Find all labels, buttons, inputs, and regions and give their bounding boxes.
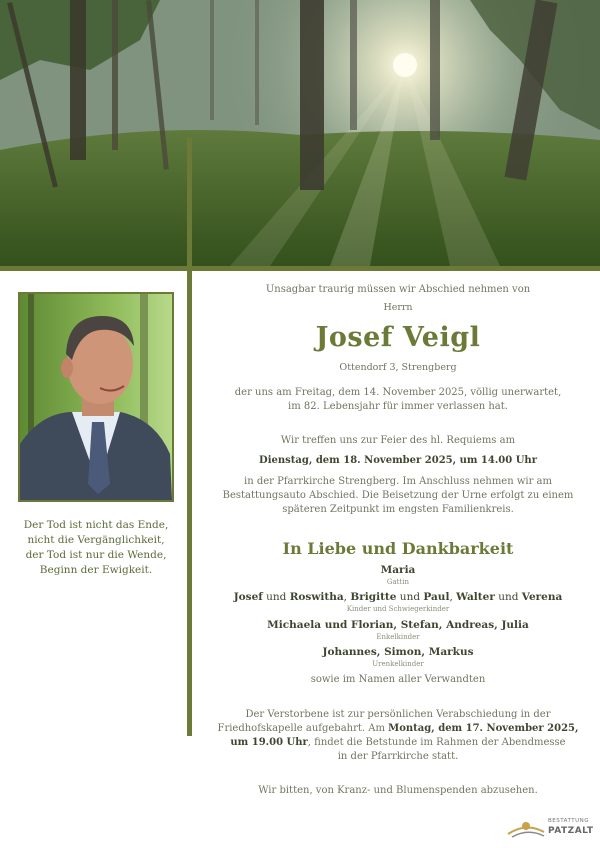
- joiner: und: [396, 591, 424, 603]
- viewing-line-1: Der Verstorbene ist zur persönlichen Verabschiedung in der: [245, 709, 551, 720]
- horizontal-divider: [0, 266, 600, 271]
- viewing-line-2: [206, 722, 590, 736]
- church-line-2: Bestattungsauto Abschied. Die Beisetzung der Urne erfolgt zu einem: [222, 490, 574, 501]
- spouse-role: Gattin: [386, 578, 410, 586]
- joiner: ,: [449, 591, 457, 603]
- logo-title: PATZALT: [548, 826, 594, 836]
- spouse-name-text: Maria: [380, 564, 416, 576]
- joiner: und: [262, 591, 290, 603]
- spouse-name: [206, 564, 590, 577]
- salutation: Herrn: [383, 302, 413, 313]
- great-grandchildren-role: Urenkelkinder: [372, 660, 424, 668]
- child-name: Josef: [233, 591, 263, 603]
- joiner: ,: [343, 591, 351, 603]
- church-line-3: späteren Zeitpunkt im engsten Familienkreis.: [282, 504, 514, 515]
- child-name: Brigitte: [350, 591, 397, 603]
- logo-subtitle: BESTATTUNG: [548, 818, 590, 824]
- death-line-1: der uns am Freitag, dem 14. November 2025, völlig unerwartet,: [234, 387, 562, 398]
- intro-text: Unsagbar traurig müssen wir Abschied nehmen von: [265, 284, 531, 295]
- children-role: Kinder und Schwiegerkinder: [346, 605, 450, 613]
- child-name: Verena: [521, 591, 563, 603]
- grandchildren-line: Michaela und Florian, Stefan, Andreas, Julia: [267, 619, 529, 631]
- requiem-intro: Wir treffen uns zur Feier des hl. Requiems am: [280, 435, 516, 446]
- church-line-1: in der Pfarrkirche Strengberg. Im Anschluss nehmen wir am: [244, 476, 552, 487]
- quote-line: der Tod ist nur die Wende,: [25, 549, 167, 561]
- quote-line: Beginn der Ewigkeit.: [39, 564, 153, 576]
- donation-note: Wir bitten, von Kranz- und Blumenspenden abzusehen.: [258, 785, 538, 796]
- forest-banner-image: [0, 0, 600, 266]
- portrait-illustration: [20, 294, 172, 500]
- forest-illustration: [0, 0, 600, 266]
- children-line: [206, 591, 590, 604]
- viewing-time: um 19.00 Uhr: [230, 737, 308, 748]
- deceased-name: Josef Veigl: [315, 322, 481, 353]
- child-name: Walter: [456, 591, 495, 603]
- joiner: und: [494, 591, 522, 603]
- address: Ottendorf 3, Strengberg: [339, 362, 457, 373]
- requiem-date: Dienstag, dem 18. November 2025, um 14.00 Uhr: [259, 455, 537, 466]
- quote-line: Der Tod ist nicht das Ende,: [23, 519, 169, 531]
- portrait-photo: [18, 292, 174, 502]
- grandchildren-role: Enkelkinder: [376, 633, 420, 641]
- viewing-text: Friedhofskapelle aufgebahrt. Am: [217, 723, 389, 734]
- viewing-date: Montag, dem 17. November 2025,: [388, 723, 579, 734]
- child-name: Roswitha: [289, 591, 344, 603]
- quote-line: nicht die Vergänglichkeit,: [27, 534, 165, 546]
- relatives-line: sowie im Namen aller Verwandten: [310, 674, 486, 685]
- vertical-divider: [187, 138, 192, 736]
- viewing-text-rest: , findet die Betstunde im Rahmen der Abendmesse: [307, 737, 566, 748]
- death-line-2: im 82. Lebensjahr für immer verlassen hat.: [288, 401, 508, 412]
- mourning-heading: In Liebe und Dankbarkeit: [282, 539, 514, 558]
- child-name: Paul: [423, 591, 450, 603]
- great-grandchildren-line: Johannes, Simon, Markus: [322, 646, 474, 658]
- viewing-line-3: [206, 736, 590, 750]
- viewing-line-4: in der Pfarrkirche statt.: [337, 751, 459, 762]
- memorial-quote: [8, 518, 184, 578]
